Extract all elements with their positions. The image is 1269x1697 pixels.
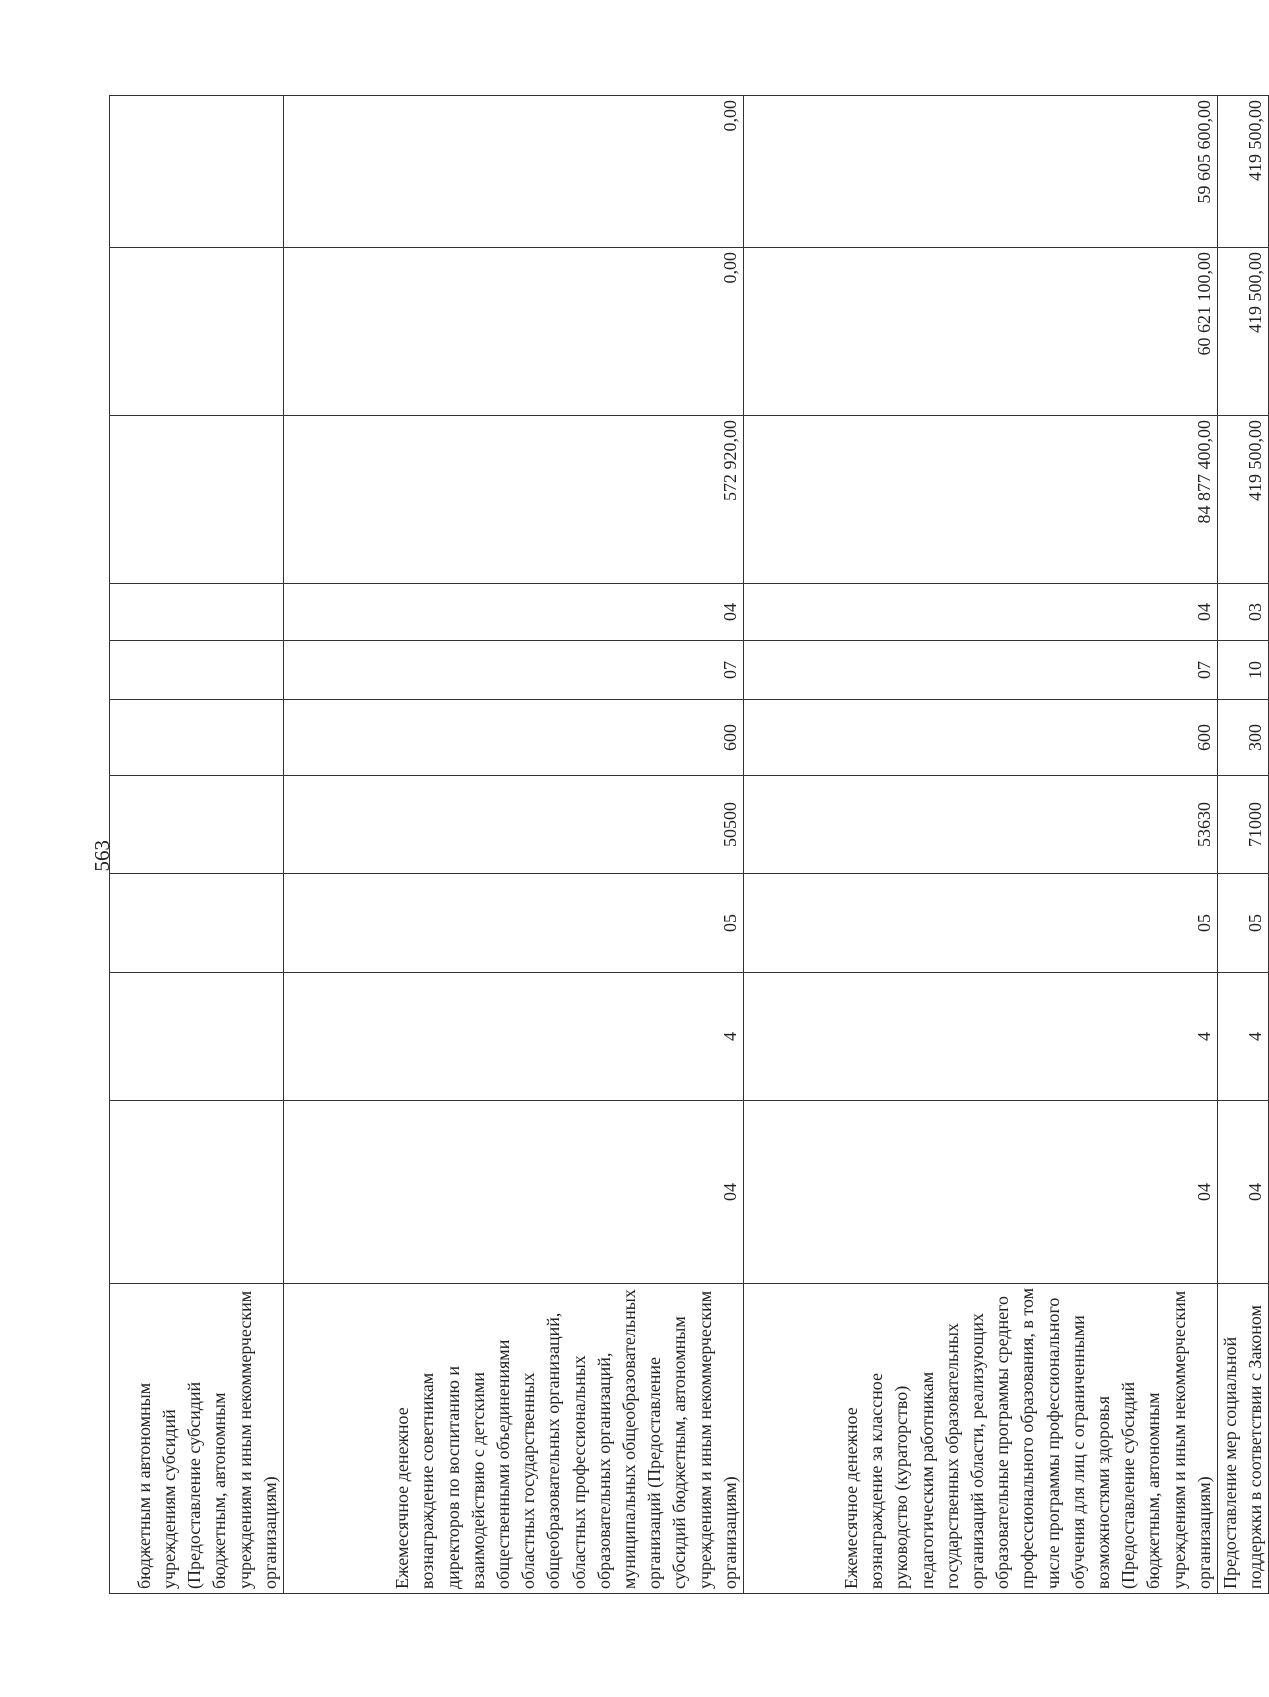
code-cell-col2: 4 — [744, 972, 1218, 1100]
description-line: субсидий бюджетным, автономным — [669, 1316, 690, 1589]
amount-cell-sum3: 419 500,00 — [1218, 95, 1269, 247]
row-description — [1218, 1283, 1269, 1593]
code-cell-col5: 300 — [1218, 699, 1269, 775]
code-cell-col6: 07 — [284, 640, 744, 699]
amount-cell-sum1 — [110, 415, 284, 583]
description-line: бюджетным, автономным — [209, 1392, 230, 1589]
code-cell-col6: 10 — [1218, 640, 1269, 699]
description-line: поддержки в соответствии с Законом — [1245, 1305, 1266, 1589]
description-line: бюджетным и автономным — [133, 1382, 154, 1589]
description-line: учреждениям субсидий — [158, 1409, 179, 1589]
code-cell-col2 — [110, 972, 284, 1100]
table-body — [110, 95, 1269, 1593]
description-line: взаимодействию с детскими — [467, 1372, 488, 1589]
description-line: организациям) — [259, 1476, 280, 1589]
code-cell-col4 — [110, 775, 284, 873]
description-line: общественными объединениями — [492, 1339, 513, 1589]
table-row — [1218, 95, 1269, 1593]
description-line: руководство (кураторство) — [891, 1385, 912, 1589]
code-cell-col3: 05 — [284, 873, 744, 972]
code-cell-col7: 04 — [744, 583, 1218, 640]
description-line: образовательных организаций, — [593, 1352, 614, 1589]
table-row — [744, 95, 1218, 1593]
code-cell-col4: 50500 — [284, 775, 744, 873]
amount-cell-sum3 — [110, 95, 284, 247]
row-description — [744, 1283, 1218, 1593]
code-cell-col4: 71000 — [1218, 775, 1269, 873]
description-line: числе программы профессионального — [1042, 1297, 1063, 1589]
description-line: областных профессиональных — [568, 1355, 589, 1589]
amount-cell-sum3: 59 605 600,00 — [744, 95, 1218, 247]
code-cell-col6 — [110, 640, 284, 699]
code-cell-col1: 04 — [744, 1100, 1218, 1283]
description-line: Ежемесячное денежное — [840, 1407, 861, 1589]
description-line: вознаграждение за классное — [866, 1373, 887, 1589]
row-description — [284, 1283, 744, 1593]
table-row — [110, 95, 284, 1593]
code-cell-col1 — [110, 1100, 284, 1283]
amount-cell-sum2: 0,00 — [284, 247, 744, 415]
code-cell-col2: 4 — [1218, 972, 1269, 1100]
code-cell-col3: 05 — [1218, 873, 1269, 972]
description-line: бюджетным, автономным — [1143, 1392, 1164, 1589]
amount-cell-sum1: 572 920,00 — [284, 415, 744, 583]
description-line: учреждениям и иным некоммерческим — [1168, 1290, 1189, 1589]
description-line: Ежемесячное денежное — [392, 1407, 413, 1589]
amount-cell-sum1: 84 877 400,00 — [744, 415, 1218, 583]
amount-cell-sum3: 0,00 — [284, 95, 744, 247]
description-line: (Предоставление субсидий — [184, 1381, 205, 1589]
code-cell-col3: 05 — [744, 873, 1218, 972]
description-line: областных государственных — [518, 1372, 539, 1589]
code-cell-col3 — [110, 873, 284, 972]
row-description — [110, 1283, 284, 1593]
code-cell-col1: 04 — [284, 1100, 744, 1283]
description-line: директоров по воспитанию и — [442, 1365, 463, 1589]
description-line: государственных образовательных — [941, 1323, 962, 1589]
amount-cell-sum2: 60 621 100,00 — [744, 247, 1218, 415]
code-cell-col2: 4 — [284, 972, 744, 1100]
description-line: учреждениям и иным некоммерческим — [234, 1290, 255, 1589]
code-cell-col5 — [110, 699, 284, 775]
budget-table — [109, 95, 1269, 1594]
description-line: Предоставление мер социальной — [1220, 1336, 1240, 1589]
amount-cell-sum2: 419 500,00 — [1218, 247, 1269, 415]
code-cell-col5: 600 — [744, 699, 1218, 775]
description-line: организаций (Предоставление — [644, 1356, 665, 1589]
amount-cell-sum2 — [110, 247, 284, 415]
description-line: обучения для лиц с ограниченными — [1067, 1315, 1088, 1589]
description-line: возможностями здоровья — [1092, 1395, 1113, 1589]
code-cell-col7 — [110, 583, 284, 640]
description-line: муниципальных общеобразовательных — [618, 1289, 639, 1589]
table-row — [284, 95, 744, 1593]
description-line: вознаграждение советникам — [417, 1372, 438, 1589]
description-line: организациям) — [1193, 1476, 1214, 1589]
code-cell-col7: 03 — [1218, 583, 1269, 640]
description-line: педагогическим работникам — [916, 1371, 937, 1589]
code-cell-col1: 04 — [1218, 1100, 1269, 1283]
amount-cell-sum1: 419 500,00 — [1218, 415, 1269, 583]
description-line: учреждениям и иным некоммерческим — [694, 1290, 715, 1589]
code-cell-col5: 600 — [284, 699, 744, 775]
code-cell-col6: 07 — [744, 640, 1218, 699]
description-line: организациям) — [719, 1476, 740, 1589]
description-line: (Предоставление субсидий — [1118, 1381, 1139, 1589]
description-line: образовательные программы среднего — [992, 1295, 1013, 1589]
page-number: 563 — [90, 840, 114, 872]
description-line: профессионального образования, в том — [1017, 1287, 1038, 1589]
description-line: общеобразовательных организаций, — [543, 1312, 564, 1589]
code-cell-col4: 53630 — [744, 775, 1218, 873]
description-line: организаций области, реализующих — [966, 1313, 987, 1589]
code-cell-col7: 04 — [284, 583, 744, 640]
